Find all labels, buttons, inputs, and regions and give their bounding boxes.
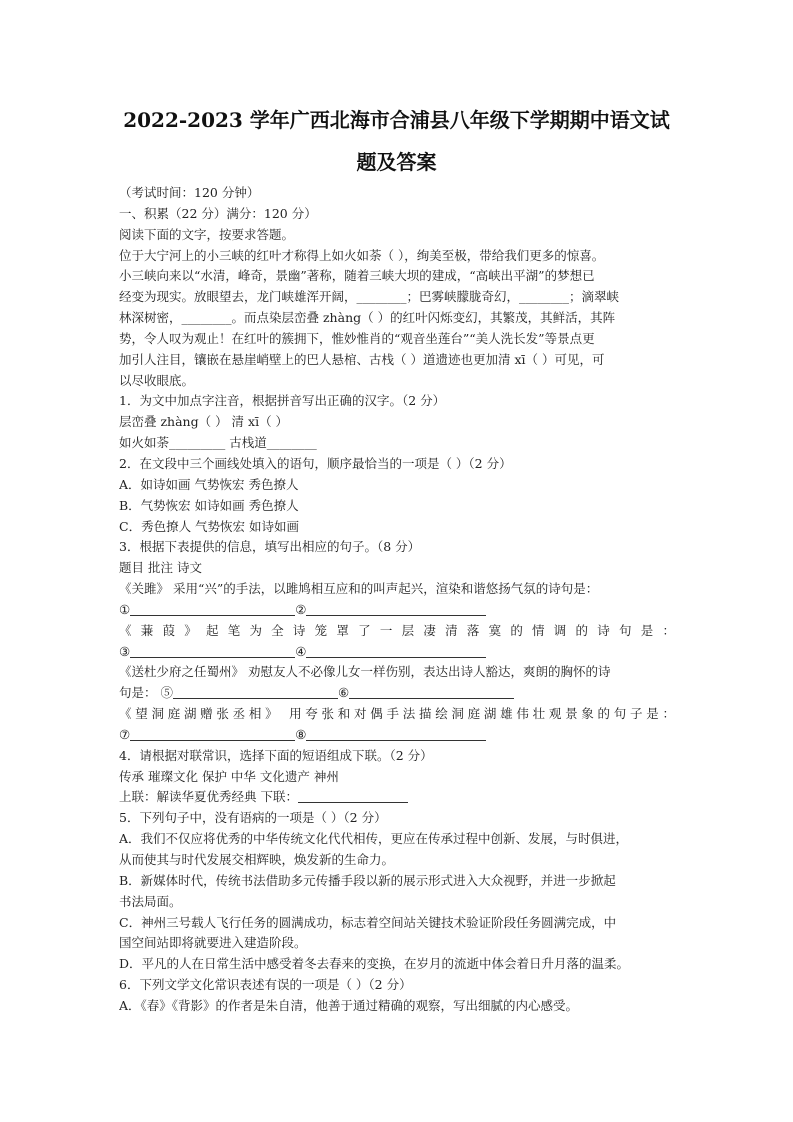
answer-blank[interactable] bbox=[306, 643, 486, 658]
passage-line: 加引人注目，镶嵌在悬崖峭壁上的巴人悬棺、古栈（ ）道遗迹也更加清 xī（ ）可见，可 bbox=[119, 351, 605, 367]
answer-blank[interactable] bbox=[306, 601, 486, 616]
passage-line: 林深树密，________。而点染层峦叠 zhàng（ ）的红叶闪烁变幻，其繁茂，其鲜活，其阵 bbox=[119, 310, 616, 326]
option-a: A．如诗如画 气势恢宏 秀色撩人 bbox=[119, 476, 299, 492]
table-row-songdu: 《送杜少府之任蜀州》 劝慰友人不必像儿女一样伤别，表达出诗人豁达，爽朗的胸怀的诗 bbox=[119, 664, 611, 680]
answer-blank[interactable] bbox=[306, 726, 486, 741]
table-row-dongting: 《望洞庭湖赠张丞相》 用夸张和对偶手法描绘洞庭湖雄伟壮观景象的句子是： bbox=[119, 706, 675, 722]
answer-blank[interactable] bbox=[349, 684, 514, 699]
option-b-cont: 书法局面。 bbox=[119, 893, 182, 909]
answer-blank[interactable] bbox=[130, 643, 295, 658]
option-b: B．气势恢宏 如诗如画 秀色撩人 bbox=[119, 497, 299, 513]
document-title-line-1: 2022-2023 学年广西北海市合浦县八年级下学期期中语文试 bbox=[123, 108, 670, 132]
passage-line: 小三峡向来以“水清，峰奇，景幽”著称，随着三峡大坝的建成，“高峡出平湖”的梦想已 bbox=[119, 268, 595, 284]
table-header: 题目 批注 诗文 bbox=[119, 560, 202, 576]
option-a: A．我们不仅应将优秀的中华传统文化代代相传，更应在传承过程中创新、发展，与时俱进， bbox=[119, 831, 629, 847]
table-row-jianjia: 《 蒹 葭 》 起 笔 为 全 诗 笼 罩 了 一 层 凄 清 落 寞 的 情 调 的 诗 句 是 ： bbox=[119, 622, 675, 638]
section-heading: 一、积累（22 分）满分：120 分） bbox=[119, 205, 317, 221]
question-1: 1．为文中加点字注音，根据拼音写出正确的汉字。（2 分） bbox=[119, 393, 446, 409]
passage-line: 势，令人叹为观止！在红叶的簇拥下，惟妙惟肖的“观音坐莲台”“美人洗长发”等景点更 bbox=[119, 330, 595, 346]
answer-blanks-1-2: ① ② bbox=[119, 600, 675, 621]
answer-blanks-3-4: ③ ④ bbox=[119, 642, 675, 663]
passage-line: 位于大宁河上的小三峡的红叶才称得上如火如荼（ ），绚美至极，带给我们更多的惊喜。 bbox=[119, 247, 605, 263]
question-4-phrases: 传承 璀璨文化 保护 中华 文化遗产 神州 bbox=[119, 768, 339, 784]
option-c-cont: 国空间站即将就要进入建造阶段。 bbox=[119, 935, 307, 951]
couplet-line: 上联：解读华夏优秀经典 下联： bbox=[119, 787, 675, 808]
document-body bbox=[119, 183, 675, 1017]
option-b: B．新媒体时代，传统书法借助多元传播手段以新的展示形式进入大众视野，并进一步掀起 bbox=[119, 872, 616, 888]
option-a-cont: 从而使其与时代发展交相辉映，焕发新的生命力。 bbox=[119, 852, 395, 867]
table-row-guanju: 《关雎》 采用“兴”的手法，以雎鸠相互应和的叫声起兴，渲染和谐悠扬气氛的诗句是： bbox=[119, 581, 599, 597]
answer-blanks-7-8: ⑦ ⑧ bbox=[119, 725, 675, 746]
option-a: A．《春》《背影》的作者是朱自清，他善于通过精确的观察，写出细腻的内心感受。 bbox=[119, 997, 579, 1013]
question-3: 3．根据下表提供的信息，填写出相应的句子。（8 分） bbox=[119, 539, 421, 555]
question-1-item: 层峦叠 zhàng（ ） 清 xī（ ） bbox=[119, 414, 289, 430]
answer-blank[interactable] bbox=[130, 601, 295, 616]
question-4: 4．请根据对联常识，选择下面的短语组成下联。（2 分） bbox=[119, 747, 433, 763]
answer-blank[interactable] bbox=[173, 684, 338, 699]
exam-time: （考试时间：120 分钟） bbox=[119, 185, 260, 200]
answer-blank[interactable] bbox=[130, 726, 295, 741]
instruction-line: 阅读下面的文字，按要求答题。 bbox=[119, 226, 295, 242]
passage-line: 以尽收眼底。 bbox=[119, 372, 195, 388]
option-c: C．秀色撩人 气势恢宏 如诗如画 bbox=[119, 518, 300, 534]
question-5: 5．下列句子中，没有语病的一项是（ ）（2 分） bbox=[119, 810, 387, 826]
document-title-line-2: 题及答案 bbox=[356, 150, 437, 174]
option-d: D．平凡的人在日常生活中感受着冬去春来的变换，在岁月的流逝中体会着日升月落的温柔。 bbox=[119, 956, 630, 972]
question-1-item: 如火如荼_________ 古栈道________ bbox=[119, 435, 317, 451]
passage-line: 经变为现实。放眼望去，龙门峡雄浑开阔，________；巴雾峡朦胧奇幻，________；滴翠峡 bbox=[119, 289, 620, 305]
answer-blanks-5-6: 句是： ⑤ ⑥ bbox=[119, 683, 675, 704]
answer-blank[interactable] bbox=[298, 788, 408, 803]
option-c: C．神州三号载人飞行任务的圆满成功，标志着空间站关键技术验证阶段任务圆满完成，中 bbox=[119, 914, 617, 930]
question-6: 6．下列文学文化常识表述有误的一项是（ ）（2 分） bbox=[119, 977, 412, 993]
question-2: 2．在文段中三个画线处填入的语句，顺序最恰当的一项是（ ）（2 分） bbox=[119, 455, 512, 471]
